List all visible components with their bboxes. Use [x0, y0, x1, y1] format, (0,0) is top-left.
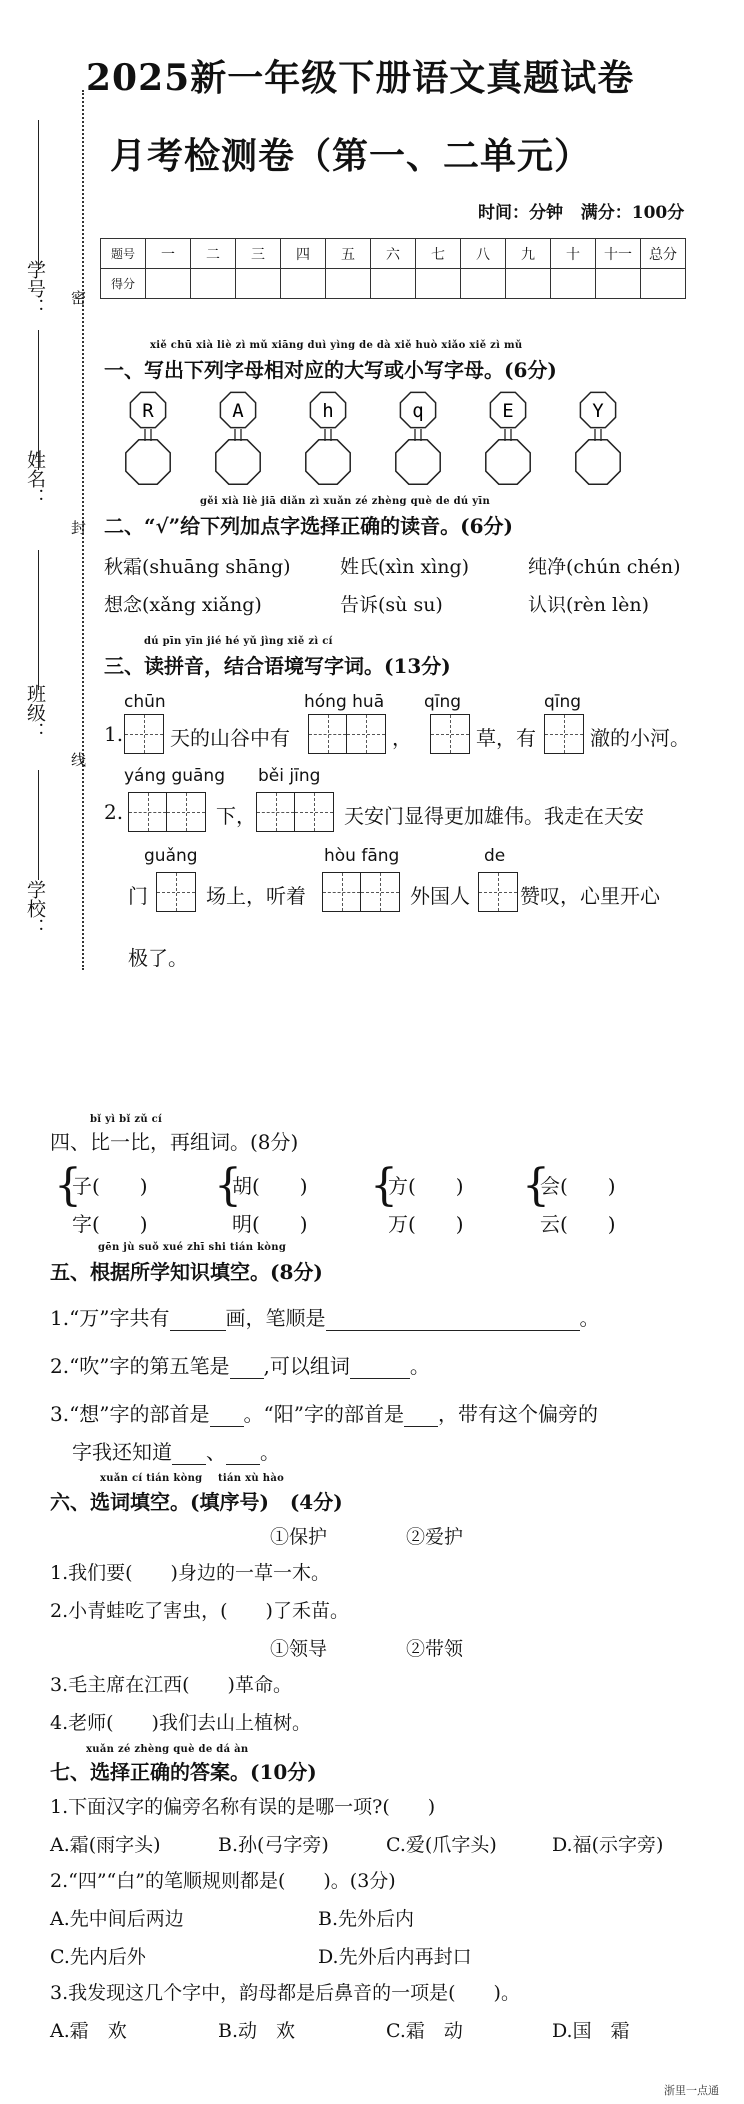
mc-option[interactable]: A.霜 欢	[50, 2020, 127, 2042]
given-letter: A	[232, 400, 244, 422]
score-header-cell: 九	[506, 239, 551, 269]
line3-text2: 场上，听着	[206, 884, 306, 908]
compare-word[interactable]: 云( )	[540, 1212, 616, 1236]
option: ②带领	[406, 1638, 464, 1660]
score-input-cell[interactable]	[641, 269, 686, 299]
pinyin-chun: chūn	[124, 692, 166, 712]
compare-word[interactable]: 字( )	[72, 1212, 148, 1236]
section5-pinyin: gēn jù suǒ xué zhī shi tián kòng	[98, 1242, 287, 1253]
section3-title: 三、读拼音，结合语境写字词。(13分)	[104, 654, 451, 678]
line4-text: 极了。	[128, 946, 188, 970]
line1-text1: 天的山谷中有	[170, 726, 290, 750]
score-header-cell: 十一	[596, 239, 641, 269]
writing-grid-qing-2[interactable]	[544, 714, 584, 754]
section1-title: 一、写出下列字母相对应的大写或小写字母。(6分)	[104, 358, 557, 382]
blank[interactable]	[326, 1306, 580, 1331]
compare-word[interactable]: 会( )	[540, 1174, 616, 1198]
seal-xian: 线	[69, 752, 87, 767]
page-title-line1: 2025新一年级下册语文真题试卷	[86, 57, 635, 99]
section6-pinyin2: tián xù hào	[218, 1473, 285, 1484]
reading-item[interactable]: 秋霜(shuāng shāng)	[104, 556, 291, 578]
watermark: 浙里一点通	[664, 2084, 719, 2097]
score-table	[100, 238, 686, 299]
mc-option[interactable]: D.先外后内再封口	[318, 1946, 472, 1968]
fill-q2-a: 2.“吹”字的第五笔是	[50, 1354, 230, 1378]
answer-octagon[interactable]	[126, 440, 170, 484]
score-row-label: 得分	[101, 269, 146, 299]
fill-q1	[50, 1302, 600, 1331]
pinyin-hou-fang: hòu fāng	[324, 846, 400, 866]
score-input-cell[interactable]	[416, 269, 461, 299]
compare-word[interactable]: 方( )	[388, 1174, 464, 1198]
writing-grid-yang-guang[interactable]	[128, 792, 206, 832]
compare-word[interactable]: 胡( )	[232, 1174, 308, 1198]
fill-q2-c: 。	[409, 1354, 430, 1378]
section4-pinyin: bǐ yì bǐ zǔ cí	[90, 1114, 163, 1125]
mc-option[interactable]: A.先中间后两边	[50, 1908, 184, 1930]
score-header-cell: 总分	[641, 239, 686, 269]
answer-octagon[interactable]	[396, 440, 440, 484]
blank[interactable]	[210, 1402, 244, 1427]
reading-item[interactable]: 告诉(sù su)	[340, 594, 443, 616]
line1-text2: 草，有	[476, 726, 536, 750]
exam-info	[478, 198, 684, 223]
writing-grid-chun[interactable]	[124, 714, 164, 754]
score-input-cell[interactable]	[236, 269, 281, 299]
mc-option[interactable]: D.福(示字旁)	[552, 1834, 664, 1856]
line2-number: 2.	[104, 800, 124, 824]
fill-q3-c: ，带有这个偏旁的	[437, 1402, 598, 1426]
score-label: 满分：100分	[580, 203, 685, 223]
mc-option[interactable]: B.先外后内	[318, 1908, 415, 1930]
compare-word[interactable]: 明( )	[232, 1212, 308, 1236]
compare-word[interactable]: 子( )	[72, 1174, 148, 1198]
pinyin-bei-jing: běi jīng	[258, 766, 321, 786]
writing-grid-de[interactable]	[478, 872, 518, 912]
name-label: 姓名：	[24, 450, 46, 507]
fill-q3-cont	[72, 1436, 280, 1465]
line3-text1: 门	[128, 884, 148, 908]
section7-pinyin: xuǎn zé zhèng què de dá àn	[86, 1744, 249, 1755]
section6-title-text: 六、选词填空。(填序号)	[50, 1490, 269, 1514]
seal-feng: 封	[69, 520, 87, 535]
writing-grid-guang[interactable]	[156, 872, 196, 912]
student-no-line	[38, 120, 39, 270]
blank[interactable]	[350, 1354, 410, 1379]
writing-grid-bei-jing[interactable]	[256, 792, 334, 832]
compare-word[interactable]: 万( )	[388, 1212, 464, 1236]
score-header-cell: 六	[371, 239, 416, 269]
fill-q1-a: 1.“万”字共有	[50, 1306, 170, 1330]
score-input-cell[interactable]	[326, 269, 371, 299]
score-table-score-row	[101, 269, 686, 299]
fill-q1-b: 画，笔顺是	[225, 1306, 326, 1330]
mc-option[interactable]: C.爱(爪字头)	[386, 1834, 497, 1856]
fill-q3-b: 。“阳”字的部首是	[243, 1402, 404, 1426]
mc-question: 2.“四”“白”的笔顺规则都是( )。(3分)	[50, 1870, 396, 1892]
fill-q3-f: 。	[260, 1440, 280, 1464]
blank[interactable]	[172, 1440, 206, 1465]
page-title-line2: 月考检测卷（第一、二单元）	[110, 135, 592, 177]
blank[interactable]	[230, 1354, 264, 1379]
mc-option[interactable]: B.动 欢	[218, 2020, 296, 2042]
brace-icon: {	[214, 1160, 242, 1211]
fill-q1-c: 。	[579, 1306, 600, 1330]
fill-q3	[50, 1398, 598, 1427]
section3-pinyin: dú pīn yīn jié hé yǔ jìng xiě zì cí	[144, 636, 333, 647]
section6-pinyin: xuǎn cí tián kòng	[100, 1473, 203, 1484]
name-line	[38, 330, 39, 470]
section5-title: 五、根据所学知识填空。(8分)	[50, 1260, 323, 1284]
choice-question[interactable]: 2.小青蛙吃了害虫，( )了禾苗。	[50, 1600, 349, 1622]
pinyin-de: de	[484, 846, 506, 866]
fill-q3-e: 、	[206, 1440, 226, 1464]
choice-question[interactable]: 3.毛主席在江西( )革命。	[50, 1674, 292, 1696]
answer-octagon[interactable]	[486, 440, 530, 484]
reading-item[interactable]: 姓氏(xìn xìng)	[340, 556, 470, 578]
option: ①领导	[270, 1638, 328, 1660]
line1-number: 1.	[104, 722, 124, 746]
option: ②爱护	[406, 1526, 464, 1548]
given-letter: E	[502, 400, 514, 422]
reading-item[interactable]: 纯净(chún chén)	[528, 556, 681, 578]
mc-question: 1.下面汉字的偏旁名称有误的是哪一项?( )	[50, 1796, 436, 1818]
writing-grid-qing-1[interactable]	[430, 714, 470, 754]
section6-title	[50, 1486, 343, 1515]
letter-octagons	[118, 388, 638, 488]
score-input-cell[interactable]	[146, 269, 191, 299]
brace-icon: {	[522, 1160, 550, 1211]
given-letter: h	[322, 400, 334, 422]
answer-octagon[interactable]	[216, 440, 260, 484]
score-input-cell[interactable]	[281, 269, 326, 299]
answer-octagon[interactable]	[576, 440, 620, 484]
line2-text2: 天安门显得更加雄伟。我走在天安	[344, 804, 644, 828]
mc-option[interactable]: D.国 霜	[552, 2020, 630, 2042]
mc-option[interactable]: B.孙(弓字旁)	[218, 1834, 329, 1856]
pinyin-qing-1: qīng	[424, 692, 462, 712]
brace-icon: {	[370, 1160, 398, 1211]
score-header-cell: 十	[551, 239, 596, 269]
fill-q2	[50, 1350, 430, 1379]
line1-sep: ，	[392, 726, 412, 750]
class-label: 班级：	[24, 684, 46, 741]
class-line	[38, 550, 39, 690]
line3-text4: 赞叹，心里开心	[520, 884, 660, 908]
school-label: 学校：	[24, 880, 46, 937]
line1-text3: 澈的小河。	[590, 726, 690, 750]
score-table-header-row	[101, 239, 686, 269]
score-header-cell: 一	[146, 239, 191, 269]
score-input-cell[interactable]	[506, 269, 551, 299]
line2-text1: 下，	[216, 804, 256, 828]
mc-option[interactable]: A.霜(雨字头)	[50, 1834, 161, 1856]
section6-score: (4分)	[289, 1490, 343, 1514]
fill-q3-a: 3.“想”字的部首是	[50, 1402, 210, 1426]
score-input-cell[interactable]	[461, 269, 506, 299]
score-header-cell: 题号	[101, 239, 146, 269]
score-header-cell: 四	[281, 239, 326, 269]
mc-question: 3.我发现这几个字中，韵母都是后鼻音的一项是( )。	[50, 1982, 520, 2004]
section4-title-text: 四、比一比，再组词。(8分)	[50, 1130, 299, 1154]
writing-grid-hou-fang[interactable]	[322, 872, 400, 912]
section2-pinyin: gěi xià liè jiā diǎn zì xuǎn zé zhèng què de dú yīn	[200, 496, 491, 507]
score-header-cell: 八	[461, 239, 506, 269]
reading-item[interactable]: 想念(xǎng xiǎng)	[104, 594, 262, 616]
blank[interactable]	[170, 1306, 226, 1331]
section7-title: 七、选择正确的答案。(10分)	[50, 1760, 317, 1784]
pinyin-hong-hua: hóng huā	[304, 692, 385, 712]
option: ①保护	[270, 1526, 328, 1548]
student-no-label: 学号：	[24, 260, 46, 317]
fill-q2-b: ,可以组词	[263, 1354, 350, 1378]
choice-question[interactable]: 4.老师( )我们去山上植树。	[50, 1712, 311, 1734]
pinyin-guang: guǎng	[144, 846, 198, 866]
pinyin-qing-2: qīng	[544, 692, 582, 712]
blank[interactable]	[226, 1440, 260, 1465]
section4-title	[50, 1126, 298, 1155]
pinyin-yang-guang: yáng guāng	[124, 766, 225, 786]
school-line	[38, 770, 39, 880]
fill-q3-d: 字我还知道	[72, 1440, 172, 1464]
given-letter: q	[412, 400, 424, 422]
score-header-cell: 七	[416, 239, 461, 269]
score-input-cell[interactable]	[371, 269, 416, 299]
blank[interactable]	[404, 1402, 438, 1427]
line3-text3: 外国人	[410, 884, 470, 908]
reading-item[interactable]: 认识(rèn lèn)	[528, 594, 649, 616]
given-letter: Y	[592, 400, 604, 422]
score-header-cell: 三	[236, 239, 281, 269]
brace-icon: {	[54, 1160, 82, 1211]
answer-octagon[interactable]	[306, 440, 350, 484]
section2-title: 二、“√”给下列加点字选择正确的读音。(6分)	[104, 514, 513, 538]
score-header-cell: 五	[326, 239, 371, 269]
score-input-cell[interactable]	[596, 269, 641, 299]
choice-question[interactable]: 1.我们要( )身边的一草一木。	[50, 1562, 330, 1584]
score-input-cell[interactable]	[191, 269, 236, 299]
time-label: 时间：分钟	[478, 203, 563, 223]
seal-mi: 密	[69, 290, 87, 305]
mc-option[interactable]: C.先内后外	[50, 1946, 146, 1968]
score-header-cell: 二	[191, 239, 236, 269]
section1-pinyin: xiě chū xià liè zì mǔ xiāng duì yìng de dà xiě huò xiǎo xiě zì mǔ	[150, 340, 523, 351]
score-input-cell[interactable]	[551, 269, 596, 299]
writing-grid-hong-hua[interactable]	[308, 714, 386, 754]
given-letter: R	[142, 400, 154, 422]
mc-option[interactable]: C.霜 动	[386, 2020, 463, 2042]
